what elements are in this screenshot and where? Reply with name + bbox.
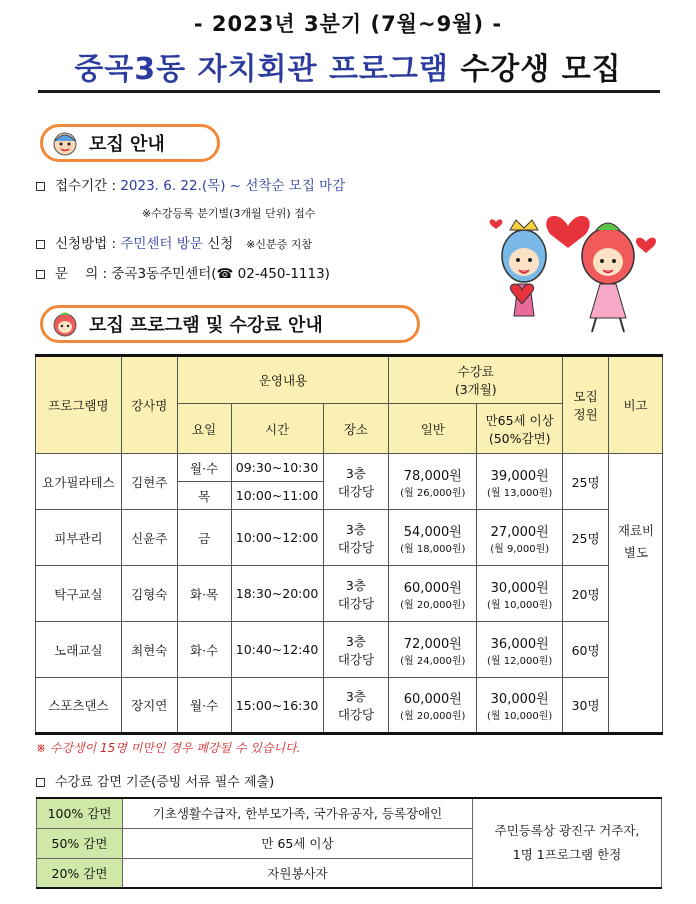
method-note: ※신분증 지참: [246, 238, 312, 251]
warning-note: ※ 수강생이 15명 미만인 경우 폐강될 수 있습니다.: [36, 741, 301, 755]
title-main: 중곡3동 자치회관 프로그램: [74, 52, 449, 87]
header-program: 프로그램명: [36, 356, 122, 454]
header-remarks: 비고: [609, 356, 663, 454]
table-row: 목 10:00~11:00: [36, 482, 663, 510]
info-period: 접수기간 : 2023. 6. 22.(목) ~ 선착순 모집 마감: [36, 174, 345, 194]
header-time: 시간: [231, 404, 323, 454]
period-value: 2023. 6. 22.(목) ~ 선착순 모집 마감: [120, 178, 346, 194]
contact-value: 중곡3동주민센터(☎ 02-450-1113): [111, 266, 330, 282]
bullet-square-icon: [36, 270, 45, 279]
page-subtitle: - 2023년 3분기 (7월~9월) -: [193, 12, 503, 36]
reduction-table: [36, 797, 662, 889]
method-value: 주민센터 방문: [120, 236, 203, 252]
header-capacity: 모집 정원: [563, 356, 609, 454]
section-pill-recruit: [40, 124, 220, 162]
info-contact: 문 의 : 중곡3동주민센터(☎ 02-450-1113): [36, 262, 330, 282]
header-senior: 만65세 이상 (50%감면): [477, 404, 563, 454]
table-row: 피부관리 신윤주 금 10:00~12:00 3층 대강당 54,000원 (월 18,000원) 27,000원 (월 9,000원) 25명: [36, 510, 663, 566]
header-place: 장소: [323, 404, 389, 454]
header-fee: 수강료 (3개월): [389, 356, 563, 404]
table-row: 탁구교실 김형숙 화·목 18:30~20:00 3층 대강당 60,000원 (월 20,000원) 30,000원 (월 10,000원) 20명: [36, 566, 663, 622]
table-row: 스포츠댄스 장지연 월·수 15:00~16:30 3층 대강당 60,000원 (월 20,000원) 30,000원 (월 10,000원) 30명: [36, 678, 663, 734]
strawberry-face-icon: [51, 310, 79, 338]
header-general: 일반: [389, 404, 477, 454]
header-teacher: 강사명: [121, 356, 177, 454]
header-day: 요일: [177, 404, 231, 454]
header-operation: 운영내용: [177, 356, 389, 404]
mascot-face-icon: [51, 129, 79, 157]
table-row: 50% 감면 만 65세 이상: [37, 828, 662, 858]
title-underline: [38, 90, 660, 93]
section-label: 모집 프로그램 및 수강료 안내: [89, 315, 323, 336]
period-note: ※수강등록 분기별(3개월 단위) 접수: [142, 207, 316, 220]
remarks-text: 재료비 별도: [617, 523, 655, 560]
bullet-square-icon: [36, 182, 45, 191]
table-row: 요가필라테스 김현주 월·수 09:30~10:30 3층 대강당 78,000원 (월 26,000원) 39,000원 (월 13,000원) 25명: [36, 454, 663, 482]
bullet-square-icon: [36, 240, 45, 249]
reduction-condition: 주민등록상 광진구 거주자, 1명 1프로그램 한정: [473, 798, 662, 888]
program-table: [35, 354, 663, 735]
table-row: 100% 감면 기초생활수급자, 한부모가족, 국가유공자, 등록장애인 주민등록상 광진구 거주자, 1명 1프로그램 한정: [37, 798, 662, 828]
table-row: 노래교실 최현숙 화·수 10:40~12:40 3층 대강당 72,000원 (월 24,000원) 36,000원 (월 12,000원) 60명: [36, 622, 663, 678]
page-title: [0, 44, 696, 88]
remarks-cell: [609, 454, 663, 734]
section-pill-programs: [40, 305, 420, 343]
reduction-title: 수강료 감면 기준(증빙 서류 필수 제출): [36, 771, 274, 790]
section-label: 모집 안내: [89, 134, 165, 155]
bullet-square-icon: [36, 778, 45, 787]
mascot-characters-illustration: [488, 186, 668, 336]
table-row: 20% 감면 자원봉사자: [37, 858, 662, 888]
info-method: 신청방법 : 주민센터 방문 신청 ※신분증 지참: [36, 232, 312, 252]
title-end: 수강생 모집: [448, 52, 622, 87]
